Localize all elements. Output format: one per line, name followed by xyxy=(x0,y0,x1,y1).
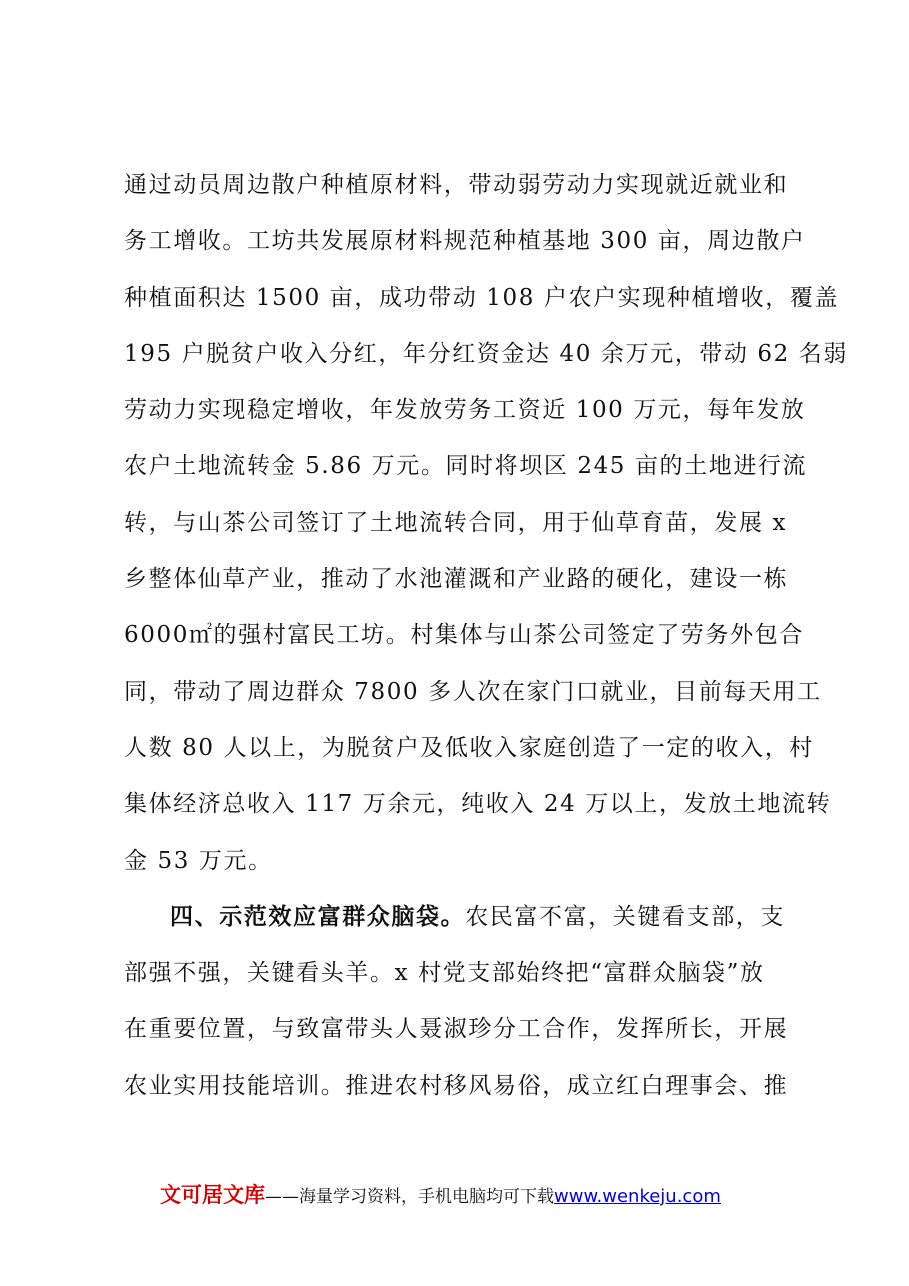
footer-brand: 文可居文库 xyxy=(160,1183,265,1207)
paragraph-line: 农业实用技能培训。推进农村移风易俗，成立红白理事会、推 xyxy=(124,1072,789,1099)
footer-banner xyxy=(160,1178,721,1212)
paragraph-line: 劳动力实现稳定增收，年发放劳务工资近 100 万元，每年发放 xyxy=(124,397,806,424)
paragraph-line: 6000㎡的强村富民工坊。村集体与山茶公司签定了劳务外包合 xyxy=(124,622,804,649)
body-text xyxy=(124,157,848,1114)
footer-description: ——海量学习资料，手机电脑均可下载 xyxy=(265,1187,554,1207)
paragraph-line: 转，与山茶公司签订了土地流转合同，用于仙草育苗，发展 x xyxy=(124,509,788,536)
paragraph-line: 集体经济总收入 117 万余元，纯收入 24 万以上，发放土地流转 xyxy=(124,791,832,818)
footer-link[interactable]: www.wenkeju.com xyxy=(554,1186,721,1207)
paragraph-line: 务工增收。工坊共发展原材料规范种植基地 300 亩，周边散户 xyxy=(124,228,806,255)
paragraph-line: 金 53 万元。 xyxy=(124,847,273,874)
paragraph-line: 种植面积达 1500 亩，成功带动 108 户农户实现种植增收，覆盖 xyxy=(124,284,840,311)
paragraph-line: 195 户脱贫户收入分红，年分红资金达 40 余万元，带动 62 名弱 xyxy=(124,340,848,367)
paragraph-line: 在重要位置，与致富带头人聂淑珍分工合作，发挥所长，开展 xyxy=(124,1016,789,1043)
paragraph-line: 乡整体仙草产业，推动了水池灌溉和产业路的硬化，建设一栋 xyxy=(124,566,789,593)
paragraph-line: 部强不强，关键看头羊。x 村党支部始终把“富群众脑袋”放 xyxy=(124,960,765,987)
section-heading: 四、示范效应富群众脑袋。 xyxy=(170,903,466,930)
paragraph-line: 通过动员周边散户种植原材料，带动弱劳动力实现就近就业和 xyxy=(124,172,789,198)
paragraph-line: 人数 80 人以上，为脱贫户及低收入家庭创造了一定的收入，村 xyxy=(124,734,814,761)
paragraph-line: 同，带动了周边群众 7800 多人次在家门口就业，目前每天用工 xyxy=(124,678,822,705)
section-first-line-text: 农民富不富，关键看支部，支 xyxy=(465,903,786,930)
section-heading-line xyxy=(124,889,804,945)
paragraph-line: 农户土地流转金 5.86 万元。同时将坝区 245 亩的土地进行流 xyxy=(124,453,808,480)
